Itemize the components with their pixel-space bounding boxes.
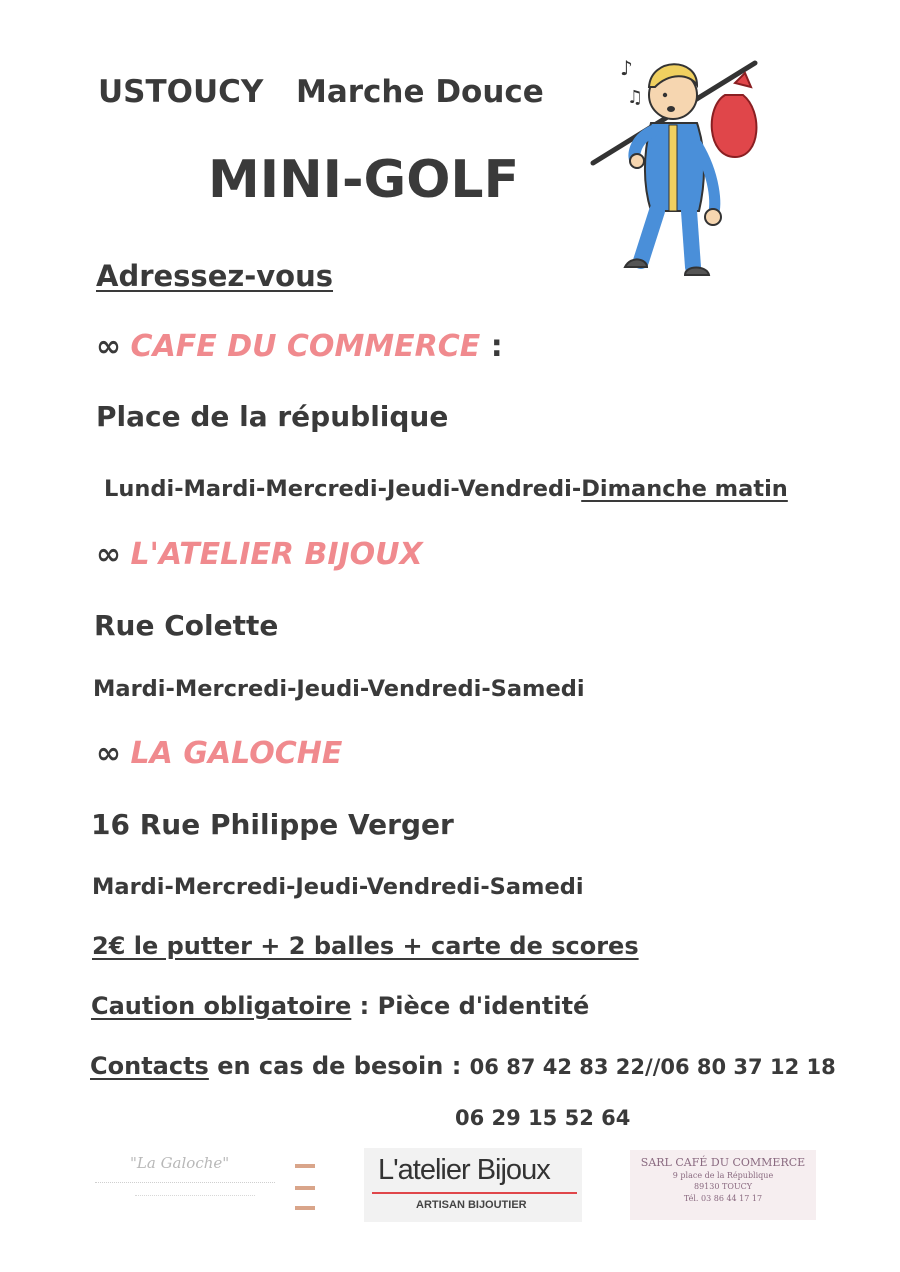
walking-mascot-illustration (585, 35, 785, 290)
venue-cafe-name: CAFE DU COMMERCE (130, 329, 481, 364)
venue-cafe-colon: : (480, 329, 503, 364)
deposit-value: : Pièce d'identité (351, 992, 590, 1020)
contacts-label: Contacts (90, 1052, 209, 1080)
cafe-stamp-line-3: 89130 TOUCY (693, 1182, 753, 1191)
venue-galoche-name: LA GALOCHE (130, 736, 343, 771)
venue-galoche-heading (96, 736, 342, 771)
contacts-line (90, 1052, 836, 1080)
infinity-bullet: ∞ (96, 736, 121, 771)
contacts-text: en cas de besoin : (208, 1052, 470, 1080)
venue-cafe-days-week: Lundi-Mardi-Mercredi-Jeudi-Vendredi- (104, 476, 582, 502)
venue-atelier-heading (96, 537, 423, 572)
venue-galoche-days: Mardi-Mercredi-Jeudi-Vendredi-Samedi (92, 874, 584, 900)
venue-atelier-address: Rue Colette (94, 609, 279, 642)
intro-heading: Adressez-vous (96, 259, 334, 293)
svg-text:♫: ♫ (627, 87, 644, 108)
decorative-dashes (295, 1160, 315, 1220)
venue-cafe-address: Place de la république (96, 400, 449, 433)
venue-cafe-days (104, 476, 788, 502)
atelier-bijoux-logo (364, 1148, 582, 1222)
price-line: 2€ le putter + 2 balles + carte de scores (92, 932, 639, 960)
venue-atelier-days: Mardi-Mercredi-Jeudi-Vendredi-Samedi (93, 676, 585, 702)
infinity-bullet: ∞ (96, 329, 121, 364)
venue-cafe-days-sunday: Dimanche matin (581, 476, 788, 502)
event-name: Marche Douce (296, 74, 544, 110)
page-title: MINI-GOLF (208, 150, 520, 210)
contacts-phone-2: 06 29 15 52 64 (455, 1106, 631, 1130)
venue-cafe-heading (96, 329, 503, 364)
venue-atelier-name: L'ATELIER BIJOUX (130, 537, 423, 572)
cafe-stamp-line-4: Tél. 03 86 44 17 17 (683, 1194, 763, 1203)
cafe-du-commerce-stamp (630, 1150, 816, 1220)
cafe-stamp-line-2: 9 place de la République (672, 1171, 774, 1180)
deposit-label: Caution obligatoire (91, 992, 352, 1020)
deposit-line (91, 992, 589, 1020)
galoche-logo-text: "La Galoche" (130, 1154, 230, 1172)
galoche-logo (95, 1150, 295, 1220)
atelier-logo-sub: ARTISAN BIJOUTIER (416, 1199, 527, 1211)
cafe-stamp-line-1: SARL CAFÉ DU COMMERCE (640, 1156, 806, 1169)
contacts-phones: 06 87 42 83 22//06 80 37 12 18 (469, 1055, 836, 1079)
atelier-logo-name: L'atelier Bijoux (378, 1154, 550, 1186)
infinity-bullet: ∞ (96, 537, 121, 572)
svg-text:♪: ♪ (620, 56, 633, 80)
town-name: USTOUCY (98, 74, 264, 110)
venue-galoche-address: 16 Rue Philippe Verger (91, 808, 454, 841)
